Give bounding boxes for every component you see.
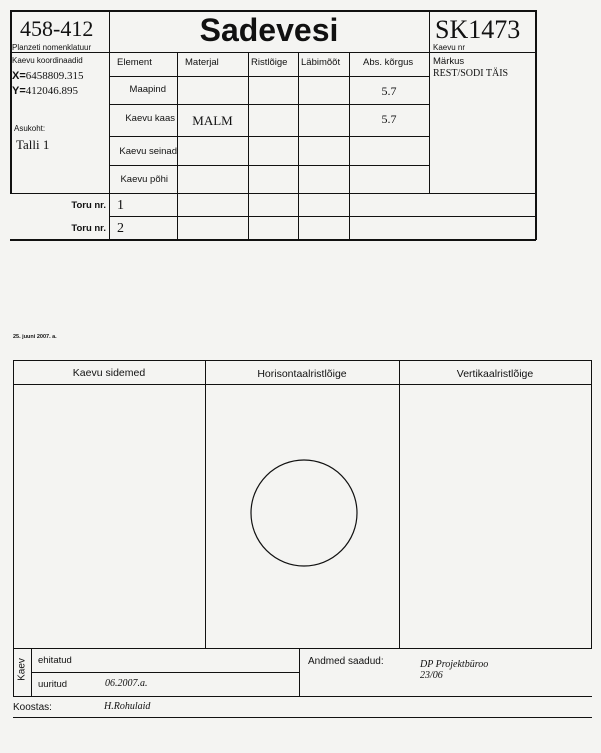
well-cross-section-circle [248,459,360,571]
date-stamp: 25. juuni 2007. a. [13,334,57,340]
nomenclature-label: Planzeti nomenklatuur [12,43,92,52]
page-title: Sadevesi [199,12,339,48]
col-diameter: Läbimõõt [301,57,341,68]
built-label: ehitatud [38,655,72,666]
col-element: Element [117,57,152,68]
row-abs-height: 5.7 [381,112,397,126]
well-number-label: Kaevu nr [433,43,466,52]
row-element: Maapind [129,84,166,95]
col-cross-section: Ristlõige [251,57,288,68]
data-received-label: Andmed saadud: [308,656,384,667]
well-number: SK1473 [435,15,521,44]
compiled-value: H.Rohulaid [104,701,151,712]
coords-label: Kaevu koordinaadid [12,56,83,65]
surveyed-value: 06.2007.a. [105,678,148,689]
row-element: Kaevu seinad [119,146,177,157]
row-abs-height: 5.7 [381,84,397,98]
header-connections: Kaevu sidemed [72,367,146,379]
pipe-label: Toru nr. [71,200,106,211]
data-received-value-2: 23/06 [420,670,443,681]
location-value: Talli 1 [16,137,50,152]
header-horizontal-section: Horisontaalristlõige [257,368,347,380]
row-material: MALM [192,113,233,128]
data-received-value-1: DP Projektbüroo [420,659,489,670]
col-abs-height: Abs. kõrgus [363,57,414,68]
col-material: Materjal [185,57,219,68]
nomenclature-value: 458-412 [20,16,94,41]
notes-value: REST/SODI TÄIS [433,68,509,79]
header-vertical-section: Vertikaalristlõige [456,368,534,380]
pipe-label: Toru nr. [71,223,106,234]
compiled-label: Koostas: [13,702,52,713]
x-coordinate [12,70,84,82]
row-element: Kaevu kaas [125,113,175,124]
pipe-value: 2 [117,221,124,236]
x-value: 6458809.315 [25,70,84,82]
notes-label: Märkus [433,56,465,67]
row-element: Kaevu põhi [120,174,168,185]
side-label: Kaev [16,658,28,681]
y-coordinate [12,85,78,97]
location-label: Asukoht: [14,124,46,133]
x-label: X= [12,70,26,82]
y-label: Y= [12,85,26,97]
y-value: 412046.895 [25,85,79,97]
pipe-value: 1 [117,198,124,213]
surveyed-label: uuritud [38,679,68,690]
